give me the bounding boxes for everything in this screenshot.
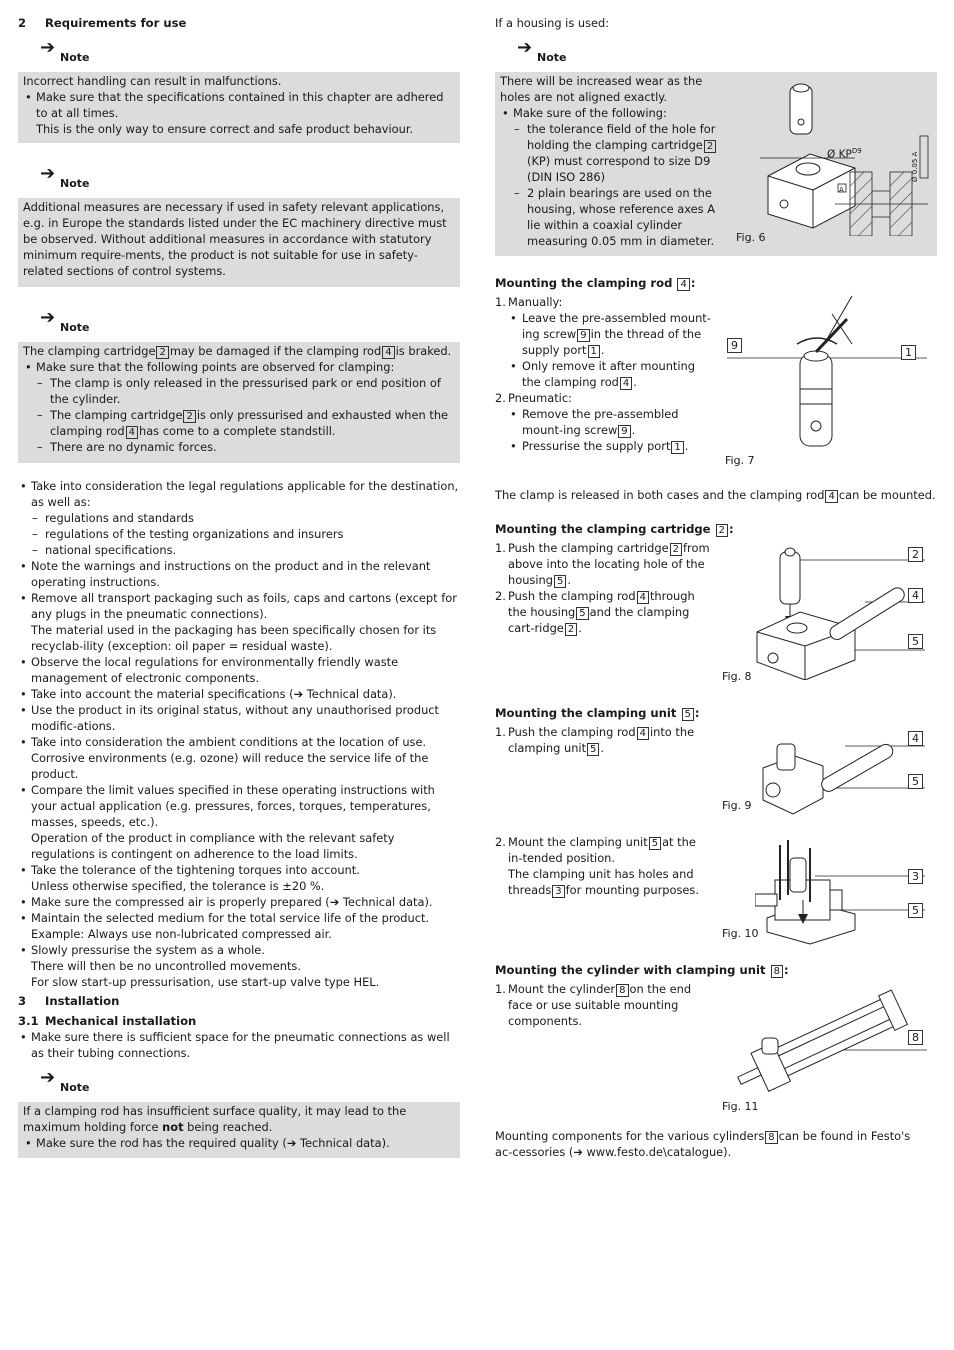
ref-number: 8 [771, 965, 783, 978]
ref-number: 4 [620, 377, 632, 390]
ref-number: 4 [637, 591, 649, 604]
note-dash-item: – There are no dynamic forces. [23, 439, 455, 455]
list-item-cont: There will then be no uncontrolled movements. [31, 959, 301, 973]
cartridge-steps [495, 540, 713, 636]
clamp-released-text: The clamp is released in both cases and the clamping rod 4 can be mounted. [495, 488, 936, 502]
figure-caption: Fig. 6 [736, 231, 766, 244]
tolerance-label: Ø 0.05 A [911, 151, 919, 182]
note-label: Note [60, 51, 90, 64]
note-label: Note [537, 51, 567, 64]
section-3-heading [18, 993, 119, 1009]
heading-mounting-unit: Mounting the clamping unit 5 : [495, 706, 700, 720]
note-text: The clamping cartridge 2 may be damaged if the clamping rod 4 is braked. [23, 344, 452, 358]
callout-label: 8 [908, 1030, 923, 1045]
step-item: 1. Push the clamping cartridge 2 from above into the locating hole of the housing 5 . [495, 541, 710, 587]
ref-number: 8 [616, 984, 628, 997]
note-header [495, 38, 575, 66]
callout-label: 4 [908, 731, 923, 746]
arrow-right-icon: ➔ [40, 37, 56, 58]
cylinder-steps [495, 981, 713, 1029]
section-title: Mechanical installation [45, 1014, 197, 1028]
note-bullet: • Make sure the rod has the required quality (➔ Technical data). [23, 1135, 455, 1151]
step-bullet: • Leave the pre-assembled mount-ing screw 9 in the thread of the supply port 1 . [495, 310, 713, 358]
ref-number: 4 [825, 490, 837, 503]
callout-label: 4 [908, 588, 923, 603]
list-item: • Take the tolerance of the tightening torques into account. [18, 862, 460, 878]
list-item: • Remove all transport packaging such as foils, caps and cartons (except for any plugs in the pneumatic connections). [18, 590, 460, 622]
list-item: • Make sure the compressed air is properly prepared (➔ Technical data). [18, 894, 460, 910]
ref-number: 4 [382, 346, 394, 359]
note-box [18, 198, 460, 287]
step-bullet: • Only remove it after mounting the clamping rod 4 . [495, 358, 713, 390]
note-header [18, 1068, 98, 1096]
ref-number: 9 [618, 425, 630, 438]
ref-number: 2 [156, 346, 168, 359]
list-item: • Maintain the selected medium for the total service life of the product. Example: Always use non-lubricated compressed air. [18, 910, 460, 942]
requirements-list [18, 478, 460, 990]
callout-label: 9 [727, 338, 742, 353]
list-item-cont: Corrosive environments (e.g. ozone) will reduce the service life of the product. [31, 751, 429, 781]
list-item-cont: For slow start-up pressurisation, use start-up valve type HEL. [31, 975, 380, 989]
callout-label: 5 [908, 774, 923, 789]
step-item-cont: The clamping unit has holes and threads 3 for mounting purposes. [508, 867, 699, 897]
ref-number: 9 [577, 329, 589, 342]
step-item: 2. Mount the clamping unit 5 at the in-tended position. [495, 835, 696, 865]
step-item: 2. Push the clamping rod 4 through the housing 5 and the clamping cart-ridge 2 . [495, 589, 695, 635]
ref-number: 2 [670, 543, 682, 556]
datum-label: A [839, 186, 844, 194]
note-box [18, 72, 460, 143]
note-box [18, 1102, 460, 1158]
section-title: Requirements for use [45, 16, 187, 30]
list-item: • Take into account the material specifications (➔ Technical data). [18, 686, 460, 702]
note-bullet: • Make sure of the following: [500, 105, 722, 121]
step-item: 1. Manually: [495, 295, 563, 309]
ref-number: 3 [552, 885, 564, 898]
heading-mounting-cartridge: Mounting the clamping cartridge 2 : [495, 522, 734, 536]
list-item: • Note the warnings and instructions on the product and in the relevant operating instructions. [18, 558, 460, 590]
step-item: 1. Mount the cylinder 8 on the end face or use suitable mounting components. [495, 982, 692, 1028]
section-title: Installation [45, 994, 120, 1008]
ref-number: 2 [183, 410, 195, 423]
ref-number: 4 [677, 278, 689, 291]
arrow-right-icon: ➔ [517, 37, 533, 58]
ref-number: 5 [554, 575, 566, 588]
ref-number: 4 [637, 727, 649, 740]
ref-number: 8 [765, 1131, 777, 1144]
callout-label: 2 [908, 547, 923, 562]
list-item: • Use the product in its original status, without any unauthorised product modific-ations. [18, 702, 460, 734]
note-label: Note [60, 177, 90, 190]
note-label: Note [60, 321, 90, 334]
section-number: 3.1 [18, 1014, 39, 1028]
figure-caption: Fig. 9 [722, 799, 752, 812]
ref-number: 1 [671, 441, 683, 454]
fig7-cartridge-illustration [727, 294, 927, 454]
ref-number: 5 [682, 708, 694, 721]
fig11-cylinder-illustration [722, 980, 927, 1100]
list-subitem: – regulations of the testing organizations and insurers [18, 526, 460, 542]
fig9-unit-illustration [755, 728, 925, 818]
note-text: Additional measures are necessary if used in safety relevant applications, e.g. in Europe the standards listed under the EC machinery directive must be observed. Without additional measures in accordance with statutory minimum require-ments, the product is not suitable for use in safety-related sections of control systems. [23, 200, 447, 278]
note-text: This is the only way to ensure correct and safe product behaviour. [36, 122, 414, 136]
note-bullet: • Make sure that the following points are observed for clamping: [23, 359, 455, 375]
mounting-components-text: Mounting components for the various cylinders 8 can be found in Festo's ac-cessories (➔ www.festo.de\catalogue). [495, 1129, 911, 1159]
step-bullet: • Remove the pre-assembled mount-ing screw 9 . [495, 406, 713, 438]
list-item: • Make sure there is sufficient space for the pneumatic connections as well as their tubing connections. [18, 1029, 460, 1061]
list-subitem: – regulations and standards [18, 510, 460, 526]
housing-intro: If a housing is used: [495, 16, 610, 30]
list-item-cont: The material used in the packaging has been specifically chosen for its recyclab-ility (exception: oil paper = residual waste). [31, 623, 437, 653]
section-2-heading [18, 15, 186, 31]
ref-number: 2 [565, 623, 577, 636]
step-item: 1. Push the clamping rod 4 into the clamping unit 5 . [495, 725, 695, 755]
unit-step-1 [495, 724, 713, 756]
note-box [495, 72, 937, 256]
ref-number: 5 [576, 607, 588, 620]
section-number: 2 [18, 16, 27, 30]
section-number: 3 [18, 994, 27, 1008]
step-item: 2. Pneumatic: [495, 391, 572, 405]
section-3-1-heading [18, 1013, 196, 1029]
list-item: • Compare the limit values specified in these operating instructions with your actual application (e.g. pressures, forces, torques, temperatures, masses, speeds, etc.). [18, 782, 460, 830]
heading-mounting-cylinder: Mounting the cylinder with clamping unit 8 : [495, 963, 789, 977]
callout-label: 3 [908, 869, 923, 884]
dimension-label: Ø $KP^{D9}$ [827, 147, 862, 161]
arrow-right-icon: ➔ [40, 307, 56, 328]
fig8-cartridge-housing-illustration [745, 540, 925, 680]
list-subitem: – national specifications. [18, 542, 460, 558]
figure-caption: Fig. 7 [725, 454, 755, 467]
list-item-cont: Operation of the product in compliance with the relevant safety regulations is contingent on adherence to the load limits. [31, 831, 395, 861]
note-header [18, 164, 98, 192]
ref-number: 1 [588, 345, 600, 358]
note-header [18, 38, 98, 66]
list-item: • Take into consideration the ambient conditions at the location of use. [18, 734, 460, 750]
arrow-right-icon: ➔ [40, 1067, 56, 1088]
arrow-right-icon: ➔ [40, 163, 56, 184]
note-dash-item: – The clamp is only released in the pressurised park or end position of the cylinder. [23, 375, 455, 407]
step-bullet: • Pressurise the supply port 1 . [495, 438, 713, 454]
note-label: Note [60, 1081, 90, 1094]
figure-caption: Fig. 11 [722, 1100, 759, 1113]
note-dash-item: – The clamping cartridge 2 is only pressurised and exhausted when the clamping rod 4 has come to a complete standstill. [23, 407, 455, 439]
note-text: If a clamping rod has insufficient surface quality, it may lead to the maximum holding force not being reached. [23, 1104, 407, 1134]
figure-caption: Fig. 8 [722, 670, 752, 683]
note-bullet: • Make sure that the specifications contained in this chapter are adhered to at all times. [23, 89, 455, 121]
list-item: • Observe the local regulations for environmentally friendly waste management of electronic components. [18, 654, 460, 686]
callout-label: 5 [908, 903, 923, 918]
note-text: Incorrect handling can result in malfunctions. [23, 74, 282, 88]
rod-steps [495, 294, 713, 454]
note-text: There will be increased wear as the holes are not aligned exactly. [500, 74, 703, 104]
note-header [18, 308, 98, 336]
ref-number: 4 [126, 426, 138, 439]
ref-number: 5 [649, 837, 661, 850]
note-dash-item: – the tolerance field of the hole for holding the clamping cartridge 2(KP) must correspond to size D9 (DIN ISO 286) [500, 121, 722, 185]
unit-step-2 [495, 834, 713, 898]
ref-number: 2 [716, 524, 728, 537]
ref-number: 5 [587, 743, 599, 756]
callout-label: 1 [901, 345, 916, 360]
list-item: • Slowly pressurise the system as a whole. [18, 942, 460, 958]
list-item: • Take into consideration the legal regulations applicable for the destination, as well as: [18, 478, 460, 510]
callout-label: 5 [908, 634, 923, 649]
ref-number: 2 [704, 140, 716, 153]
note-box [18, 342, 460, 463]
figure-caption: Fig. 10 [722, 927, 759, 940]
heading-mounting-rod: Mounting the clamping rod 4 : [495, 276, 696, 290]
fig10-unit-mounting-illustration [755, 840, 925, 945]
list-item-cont: Unless otherwise specified, the tolerance is ±20 %. [31, 879, 325, 893]
note-dash-item: – 2 plain bearings are used on the housing, whose reference axes A lie within a coaxial cylinder measuring 0.05 mm in diameter. [500, 185, 722, 249]
